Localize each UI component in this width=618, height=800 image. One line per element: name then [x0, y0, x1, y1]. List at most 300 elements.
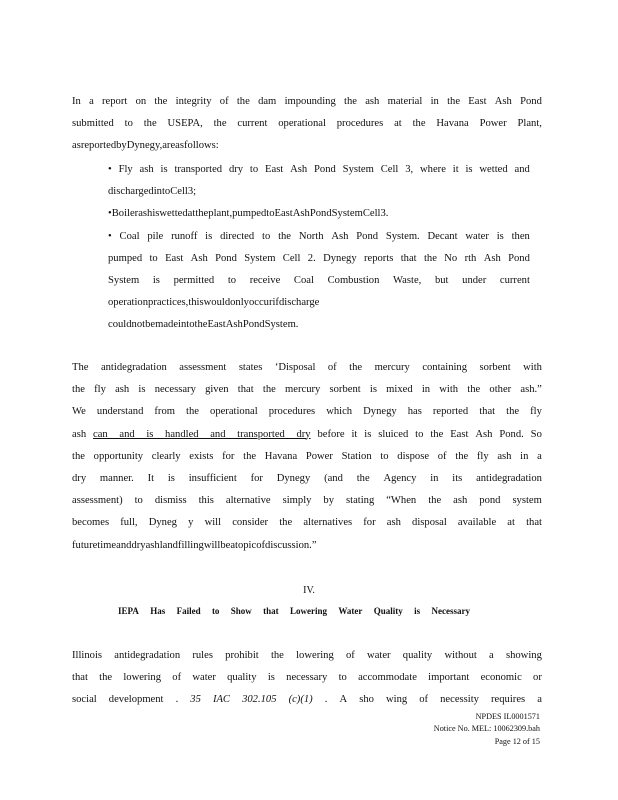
word: reports [363, 252, 394, 264]
text-line [72, 424, 542, 446]
word: operational [278, 118, 326, 130]
word: dam [258, 96, 277, 107]
word: ‘Disposal [274, 362, 316, 373]
word: opportunity [93, 450, 144, 462]
word: necessary [154, 384, 196, 396]
word: accommodate [358, 672, 417, 684]
footer-notice-number: Notice No. MEL: 10062309.bah [433, 724, 540, 734]
word: dry [228, 164, 244, 175]
word: submitted [72, 118, 114, 130]
word: the [195, 208, 209, 220]
word: assessment) [72, 495, 123, 507]
word: Coal [119, 230, 140, 242]
word: the [447, 96, 461, 107]
word: • [108, 230, 112, 242]
word: lowering [296, 650, 334, 661]
text-line [108, 203, 530, 225]
word: only [230, 297, 249, 309]
word: exists [189, 450, 214, 462]
word: Cell [282, 252, 301, 264]
word: to [415, 428, 424, 440]
word: East [265, 164, 284, 175]
word: the [72, 384, 85, 396]
word: from [154, 406, 175, 418]
word: to [124, 118, 133, 130]
word: would [203, 297, 231, 309]
word: 302.105 [242, 694, 277, 706]
word: mercury [374, 362, 410, 373]
title-word: to [211, 606, 220, 616]
word: water [192, 672, 216, 684]
word: Pond [309, 208, 332, 220]
word: is [138, 384, 146, 396]
word: where [420, 164, 446, 175]
word: Fly [118, 164, 133, 175]
title-word: that [263, 606, 279, 616]
word: of [219, 96, 229, 107]
word: East [274, 208, 293, 220]
word: disposal [412, 517, 447, 529]
word: ash [365, 96, 380, 107]
text-line [72, 91, 542, 113]
word: in [430, 96, 439, 107]
text-line [108, 181, 530, 203]
word: Pond [508, 252, 530, 264]
word: ash [138, 208, 153, 220]
word: follows: [184, 140, 219, 152]
title-word: Quality [373, 606, 403, 616]
footer-permit-number: NPDES IL0001571 [475, 712, 540, 721]
text-line [72, 135, 542, 157]
word: of [327, 362, 337, 373]
word: as [175, 140, 184, 152]
word: given [205, 384, 229, 396]
word: for [222, 450, 235, 462]
word: actices, [156, 297, 189, 309]
word: pond [479, 495, 501, 507]
word: Cell [170, 186, 188, 198]
word: alternatives [303, 517, 353, 529]
word: the [455, 450, 469, 462]
word: the [262, 384, 276, 396]
text-line [72, 645, 542, 667]
word: to [249, 164, 259, 175]
word: clearly [151, 450, 181, 462]
word: receive [249, 274, 281, 286]
word: understand [96, 406, 144, 418]
word: not [131, 319, 146, 331]
word: plant, [208, 208, 233, 220]
word: impounding [284, 96, 336, 107]
word: 2. [307, 252, 316, 264]
text-line [72, 401, 542, 423]
word: procedures [336, 118, 384, 130]
text-line [72, 446, 542, 468]
word: time [97, 539, 117, 551]
word: social [72, 694, 97, 706]
word: requires [491, 694, 526, 706]
title-word: IEPA [118, 606, 139, 616]
word: states [238, 362, 263, 373]
word: this [198, 495, 214, 507]
word: consider [232, 517, 269, 529]
word: It [147, 472, 155, 484]
word: topic [235, 539, 257, 551]
word: Plant, [517, 118, 542, 130]
title-word: Necessary [431, 606, 470, 616]
word: to [262, 230, 271, 242]
word: antidegradation [100, 362, 167, 373]
word: a [489, 650, 494, 661]
word: Dynegy [323, 252, 357, 264]
word: Station [341, 450, 372, 462]
text-line [108, 314, 530, 336]
word: ash.” [520, 384, 542, 396]
word: So [530, 428, 542, 440]
word: sorbent [479, 362, 511, 373]
word: In [72, 96, 81, 107]
word: the [99, 672, 113, 684]
word: the [72, 450, 85, 462]
word: ash [145, 539, 160, 551]
word: 3. [380, 208, 389, 220]
text-line [72, 689, 542, 711]
word: fly [94, 384, 106, 396]
word: Ash [292, 208, 310, 220]
word: . [324, 694, 328, 706]
word: procedures [268, 406, 316, 418]
word: pumped [108, 252, 143, 264]
word: to [149, 252, 158, 264]
word: “When [386, 495, 417, 507]
text-line [108, 292, 530, 314]
text-line [72, 490, 542, 512]
word: pr [148, 297, 157, 309]
word: prohibit [225, 650, 259, 661]
word: Illinois [72, 650, 103, 661]
title-word: Water [338, 606, 363, 616]
word: under [462, 274, 487, 286]
text-line [108, 248, 530, 270]
word: System [331, 208, 363, 220]
word: into [153, 186, 171, 198]
word: 35 [190, 694, 201, 706]
word: assessment [179, 362, 227, 373]
word: are [162, 140, 176, 152]
word: and [116, 539, 132, 551]
word: the [194, 319, 208, 331]
word: Ash [225, 319, 243, 331]
word: but [434, 274, 449, 286]
word: necessity [440, 694, 479, 706]
text-line [108, 226, 530, 248]
word: future [72, 539, 98, 551]
word: ash [72, 428, 87, 440]
word: is [369, 384, 377, 396]
word: at [394, 118, 402, 130]
word: its [452, 472, 463, 484]
word: of [437, 450, 447, 462]
word: Waste, [393, 274, 422, 286]
word: System [342, 164, 374, 175]
word: current [237, 118, 268, 130]
word: water [465, 230, 489, 242]
title-word: Failed [176, 606, 201, 616]
word: material [387, 96, 423, 107]
word: could [108, 319, 132, 331]
word: East [165, 252, 184, 264]
word: other [489, 384, 512, 396]
word: ash [139, 164, 154, 175]
word: that [479, 406, 496, 418]
word: of [346, 650, 355, 661]
word: System. [385, 230, 420, 242]
word: quality [227, 672, 257, 684]
word: Decant [427, 230, 458, 242]
text-line [108, 270, 530, 292]
word: stating [346, 495, 375, 507]
word: Dynegy, [126, 140, 163, 152]
word: economic [480, 672, 522, 684]
word: into [178, 319, 195, 331]
word: to [338, 672, 347, 684]
word: made [155, 319, 179, 331]
word: full, [120, 517, 138, 529]
word: containing [422, 362, 468, 373]
word: East [207, 319, 226, 331]
word: to [227, 274, 237, 286]
word: Ash [483, 252, 501, 264]
word: necessary [286, 672, 328, 684]
word: mixed [386, 384, 413, 396]
paragraph-dam-report [72, 91, 542, 158]
word: East [468, 96, 487, 107]
word: . [175, 694, 179, 706]
word: permitted [173, 274, 215, 286]
underlined-phrase: can and is handled and transported dry [93, 428, 311, 440]
word: in [421, 384, 431, 396]
word: is [152, 274, 160, 286]
word: the [213, 118, 227, 130]
word: the [356, 472, 370, 484]
word: which [326, 406, 353, 418]
word: the [344, 96, 357, 107]
word: 3, [405, 164, 414, 175]
word: is [364, 428, 372, 440]
section-title [118, 604, 470, 618]
word: quality [402, 650, 433, 661]
word: Pond [356, 230, 379, 242]
word: the [270, 650, 284, 661]
word: integrity [175, 96, 212, 107]
word: or [533, 672, 542, 684]
word: in [520, 450, 529, 462]
word: of [172, 672, 182, 684]
word: mercury [285, 384, 321, 396]
word: directed [220, 230, 255, 242]
word: that [237, 384, 254, 396]
word: y [188, 517, 194, 529]
word: it [351, 428, 358, 440]
section-number: IV. [303, 585, 315, 596]
title-word: is [414, 606, 421, 616]
word: sho [359, 694, 374, 706]
word: showing [505, 650, 542, 661]
title-word: Show [230, 606, 252, 616]
word: be [145, 319, 156, 331]
word: ash [115, 384, 130, 396]
word: antidegradation [114, 650, 181, 661]
word: the [154, 96, 168, 107]
word: rth [464, 252, 477, 264]
word: and [514, 164, 530, 175]
word: 3; [187, 186, 197, 198]
word: that [72, 672, 88, 684]
word: a [537, 694, 542, 706]
word: with [523, 362, 542, 373]
word: is [465, 164, 473, 175]
word: fly [476, 450, 489, 462]
word: for [250, 472, 263, 484]
word: • [108, 164, 112, 175]
word: be [220, 539, 231, 551]
word: is [267, 672, 275, 684]
word: to [380, 450, 389, 462]
word: No [444, 252, 458, 264]
word: transported [174, 164, 223, 175]
word: by [116, 140, 127, 152]
word: Ash [475, 428, 493, 440]
word: on [135, 96, 147, 107]
word: System [244, 252, 276, 264]
word: with [439, 384, 459, 396]
word: Ash [290, 164, 308, 175]
paragraph-antidegradation-assessment [72, 357, 542, 557]
word: current [499, 274, 530, 286]
text-line [72, 379, 542, 401]
word: the [186, 406, 199, 418]
word: that [526, 517, 542, 529]
word: the [467, 384, 481, 396]
word: ash [386, 517, 401, 529]
word: is [152, 208, 160, 220]
word: USEPA, [167, 118, 203, 130]
word: Pond. [499, 428, 524, 440]
word: dispose [397, 450, 430, 462]
word: has [407, 406, 422, 418]
word: as [72, 140, 81, 152]
word: dismiss [154, 495, 187, 507]
word: before [317, 428, 345, 440]
word: then [511, 230, 530, 242]
word: report [102, 96, 128, 107]
word: water [367, 650, 391, 661]
word: a [89, 96, 94, 107]
word: Ash [190, 252, 208, 264]
word: Coal [293, 274, 314, 286]
word: reported [80, 140, 117, 152]
word: Cell [380, 164, 399, 175]
word: available [457, 517, 497, 529]
word: The [72, 362, 89, 373]
word: discharged [108, 186, 154, 198]
text-line [72, 357, 542, 379]
word: the [143, 118, 157, 130]
word: simply [282, 495, 312, 507]
word: discharge [278, 297, 320, 309]
word: We [72, 406, 86, 418]
word: Power [479, 118, 507, 130]
word: a [230, 539, 236, 551]
word: the [236, 96, 250, 107]
word: the [430, 428, 444, 440]
word: the [349, 362, 363, 373]
word: Pond [520, 96, 542, 107]
word: is [160, 164, 168, 175]
word: system [512, 495, 542, 507]
word: IAC [212, 694, 231, 706]
word: important [428, 672, 470, 684]
word: becomes [72, 517, 110, 529]
word: dry [131, 539, 146, 551]
word: of [256, 539, 266, 551]
word: Ash [494, 96, 512, 107]
word: occur [248, 297, 273, 309]
word: System. [264, 319, 299, 331]
word: operational [210, 406, 258, 418]
word: the [428, 495, 442, 507]
word: Pond [215, 252, 237, 264]
word: Havana [436, 118, 469, 130]
word: without [444, 650, 477, 661]
word: Pond [314, 164, 336, 175]
word: this [188, 297, 204, 309]
text-line [72, 512, 542, 534]
word: Pond [242, 319, 265, 331]
word: landfilling [159, 539, 204, 551]
word: discussion.” [265, 539, 317, 551]
word: operation [108, 297, 149, 309]
word: Agency [383, 472, 417, 484]
word: a [537, 450, 542, 462]
paragraph-illinois-rules [72, 645, 542, 712]
word: runoff [171, 230, 198, 242]
word: Ash [331, 230, 349, 242]
word: Havana [264, 450, 298, 462]
word: System [108, 274, 140, 286]
word: will [204, 517, 222, 529]
word: sorbent [329, 384, 361, 396]
text-line [72, 535, 542, 557]
word: pumped [232, 208, 267, 220]
word: the [412, 118, 426, 130]
word: wing [385, 694, 408, 706]
word: the [279, 517, 293, 529]
word: Dyneg [148, 517, 177, 529]
word: East [450, 428, 469, 440]
word: manner. [99, 472, 134, 484]
word: rules [192, 650, 213, 661]
word: lowering [123, 672, 162, 684]
word: is [205, 230, 213, 242]
word: dry [72, 472, 87, 484]
word: Cell [362, 208, 381, 220]
word: by [323, 495, 335, 507]
title-word: Has [150, 606, 166, 616]
word: development [108, 694, 164, 706]
word: the [506, 406, 520, 418]
word: Dynegy [276, 472, 311, 484]
